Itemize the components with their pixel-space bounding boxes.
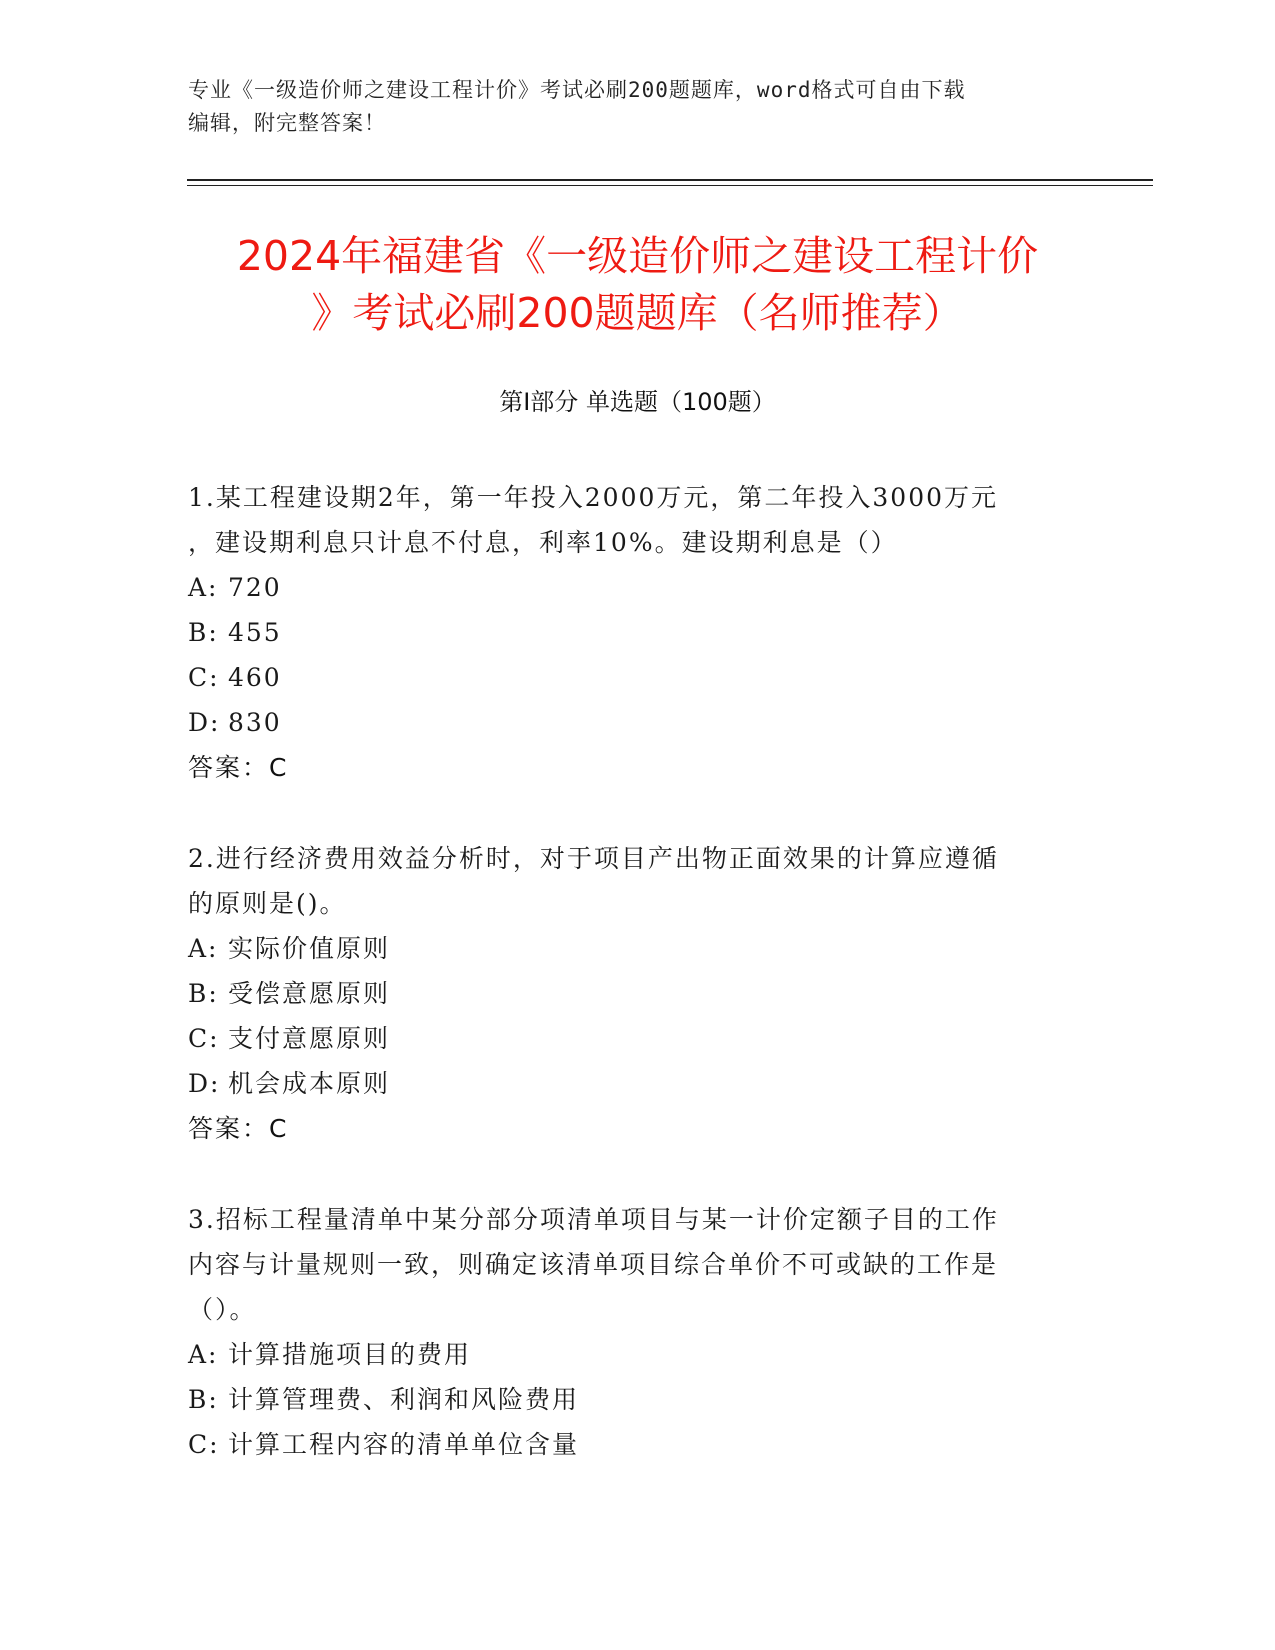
option-text: 实际价值原则 (228, 934, 391, 963)
option-key: A: (188, 573, 219, 602)
option-key: D: (188, 1069, 221, 1098)
header-rule-thick (187, 179, 1153, 181)
option-a (188, 565, 1088, 610)
question-stem-line: 2.进行经济费用效益分析时，对于项目产出物正面效果的计算应遵循 (188, 844, 999, 873)
option-b (188, 610, 1088, 655)
option-text: 455 (228, 618, 282, 647)
option-key: A: (188, 934, 219, 963)
option-key: C: (188, 1024, 220, 1053)
option-d (188, 700, 1088, 745)
option-key: B: (188, 1385, 219, 1414)
question-stem-line: ，建设期利息只计息不付息，利率10%。建设期利息是（） (188, 528, 898, 557)
option-key: B: (188, 618, 219, 647)
option-d (188, 1061, 1088, 1106)
option-key: C: (188, 663, 220, 692)
title-line-1: 2024年福建省《一级造价师之建设工程计价 (236, 232, 1039, 280)
option-text: 计算措施项目的费用 (228, 1340, 472, 1369)
answer-line: 答案：C (188, 1114, 289, 1143)
option-key: C: (188, 1430, 220, 1459)
option-text: 460 (228, 663, 282, 692)
option-text: 机会成本原则 (228, 1069, 391, 1098)
option-key: D: (188, 708, 221, 737)
option-text: 受偿意愿原则 (228, 979, 391, 1008)
option-key: B: (188, 979, 219, 1008)
option-c (188, 1016, 1088, 1061)
option-a (188, 926, 1088, 971)
option-c (188, 655, 1088, 700)
question-stem-line: 的原则是()。 (188, 889, 347, 918)
header-note (188, 74, 1088, 140)
question-stem-line: 1.某工程建设期2年，第一年投入2000万元，第二年投入3000万元 (188, 483, 999, 512)
question-stem-line: 3.招标工程量清单中某分部分项清单项目与某一计价定额子目的工作 (188, 1205, 999, 1234)
section-heading: 第I部分 单选题（100题） (499, 388, 776, 416)
option-text: 计算工程内容的清单单位含量 (228, 1430, 580, 1459)
option-b (188, 971, 1088, 1016)
option-text: 计算管理费、利润和风险费用 (228, 1385, 580, 1414)
option-a (188, 1332, 1088, 1377)
header-note-line-2: 编辑，附完整答案！ (188, 111, 386, 135)
option-text: 支付意愿原则 (228, 1024, 391, 1053)
question-1 (188, 475, 1088, 790)
option-key: A: (188, 1340, 219, 1369)
question-2 (188, 836, 1088, 1151)
document-title (100, 228, 1175, 342)
header-rule-thin (187, 185, 1153, 186)
option-text: 830 (228, 708, 282, 737)
question-stem-line: （）。 (188, 1295, 257, 1324)
question-stem-line: 内容与计量规则一致，则确定该清单项目综合单价不可或缺的工作是 (188, 1250, 999, 1279)
answer-line: 答案：C (188, 753, 289, 782)
question-3 (188, 1197, 1088, 1467)
option-b (188, 1377, 1088, 1422)
option-text: 720 (228, 573, 282, 602)
header-note-line-1: 专业《一级造价师之建设工程计价》考试必刷200题题库，word格式可自由下载 (188, 78, 966, 102)
question-list (188, 475, 1088, 1513)
option-c (188, 1422, 1088, 1467)
title-line-2: 》考试必刷200题题库（名师推荐） (311, 289, 964, 337)
